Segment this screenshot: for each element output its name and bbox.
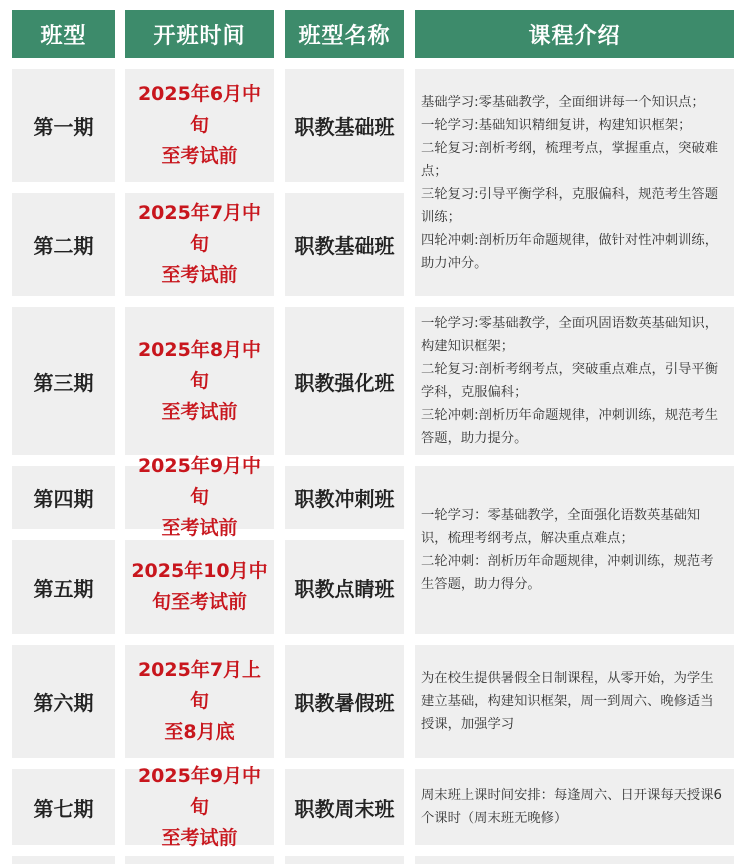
time-line: 至8月底 bbox=[164, 721, 235, 743]
class-name-cell: 职教暑假班 bbox=[285, 645, 404, 758]
period-cell: 第六期 bbox=[12, 645, 115, 758]
intro-line: 三轮复习:引导平衡学科，克服偏科，规范考生答题训练； bbox=[421, 186, 719, 225]
class-name-cell: 职教点睛班 bbox=[285, 540, 404, 634]
intro-line: 基础学习:零基础教学，全面细讲每一个知识点； bbox=[421, 94, 705, 110]
period-cell: 第五期 bbox=[12, 540, 115, 634]
intro-cell-basic bbox=[415, 69, 734, 296]
class-name-cell: 职教基础班 bbox=[285, 193, 404, 296]
time-line: 2025年7月上旬 bbox=[137, 659, 262, 712]
intro-cell-sprint bbox=[415, 466, 734, 634]
time-line: 2025年7月中旬 bbox=[137, 202, 262, 255]
time-line: 2025年9月中旬 bbox=[137, 764, 262, 818]
intro-line: 为在校生提供暑假全日制课程，从零开始，为学生建立基础，构建知识框架，周一到周六、晚修适当授课，加强学习 bbox=[421, 671, 714, 732]
class-name-cell: 职教基础班 bbox=[285, 69, 404, 182]
intro-line: 二轮冲刺：剖析历年命题规律，冲刺训练，规范考生答题，助力得分。 bbox=[421, 554, 714, 592]
header-period: 班型 bbox=[12, 10, 115, 58]
class-name-cell: 职教强化班 bbox=[285, 307, 404, 455]
intro-line: 四轮冲刺:剖析历年命题规律，做针对性冲刺训练，助力冲分。 bbox=[421, 232, 719, 271]
time-line: 至考试前 bbox=[161, 145, 238, 167]
header-intro: 课程介绍 bbox=[415, 10, 734, 58]
next-row-cell bbox=[12, 856, 115, 864]
period-cell: 第二期 bbox=[12, 193, 115, 296]
intro-cell-summer bbox=[415, 645, 734, 758]
time-cell bbox=[125, 764, 274, 849]
time-line: 旬至考试前 bbox=[151, 591, 247, 613]
next-row-cell bbox=[285, 856, 404, 864]
period-cell: 第七期 bbox=[12, 769, 115, 845]
time-line: 至考试前 bbox=[161, 826, 238, 849]
intro-line: 周末班上课时间安排：每逢周六、日开课每天授课6个课时（周末班无晚修） bbox=[421, 788, 722, 826]
intro-cell-weekend bbox=[415, 769, 734, 845]
time-line: 2025年6月中旬 bbox=[137, 83, 262, 136]
time-line: 至考试前 bbox=[161, 264, 238, 286]
next-row-cell bbox=[415, 856, 734, 864]
next-row-cell bbox=[125, 856, 274, 864]
time-cell bbox=[125, 307, 274, 455]
time-line: 2025年9月中旬 bbox=[137, 455, 262, 508]
period-cell: 第四期 bbox=[12, 466, 115, 529]
time-line: 2025年10月中 bbox=[131, 560, 268, 582]
time-cell bbox=[125, 540, 274, 634]
class-name-cell: 职教冲刺班 bbox=[285, 466, 404, 529]
period-cell: 第一期 bbox=[12, 69, 115, 182]
class-name-cell: 职教周末班 bbox=[285, 769, 404, 845]
time-line: 2025年8月中旬 bbox=[137, 338, 262, 392]
intro-line: 一轮学习：零基础教学，全面强化语数英基础知识，梳理考纲考点，解决重点难点； bbox=[421, 508, 701, 546]
time-line: 至考试前 bbox=[161, 400, 238, 423]
intro-line: 三轮冲刺:剖析历年命题规律，冲刺训练，规范考生答题，助力提分。 bbox=[421, 408, 719, 446]
header-name: 班型名称 bbox=[285, 10, 404, 58]
time-cell bbox=[125, 645, 274, 758]
intro-line: 二轮复习:剖析考纲考点，突破重点难点，引导平衡学科，克服偏科； bbox=[421, 362, 719, 400]
time-line: 至考试前 bbox=[161, 517, 238, 539]
period-cell: 第三期 bbox=[12, 307, 115, 455]
header-time: 开班时间 bbox=[125, 10, 274, 58]
time-cell bbox=[125, 193, 274, 296]
time-cell bbox=[125, 69, 274, 182]
intro-line: 二轮复习:剖析考纲，梳理考点，掌握重点，突破难点； bbox=[421, 140, 719, 179]
intro-line: 一轮学习:零基础教学，全面巩固语数英基础知识，构建知识框架； bbox=[421, 316, 719, 354]
intro-cell-strengthen bbox=[415, 307, 734, 455]
time-cell bbox=[125, 455, 274, 539]
intro-line: 一轮学习:基础知识精细复讲，构建知识框架； bbox=[421, 117, 692, 133]
